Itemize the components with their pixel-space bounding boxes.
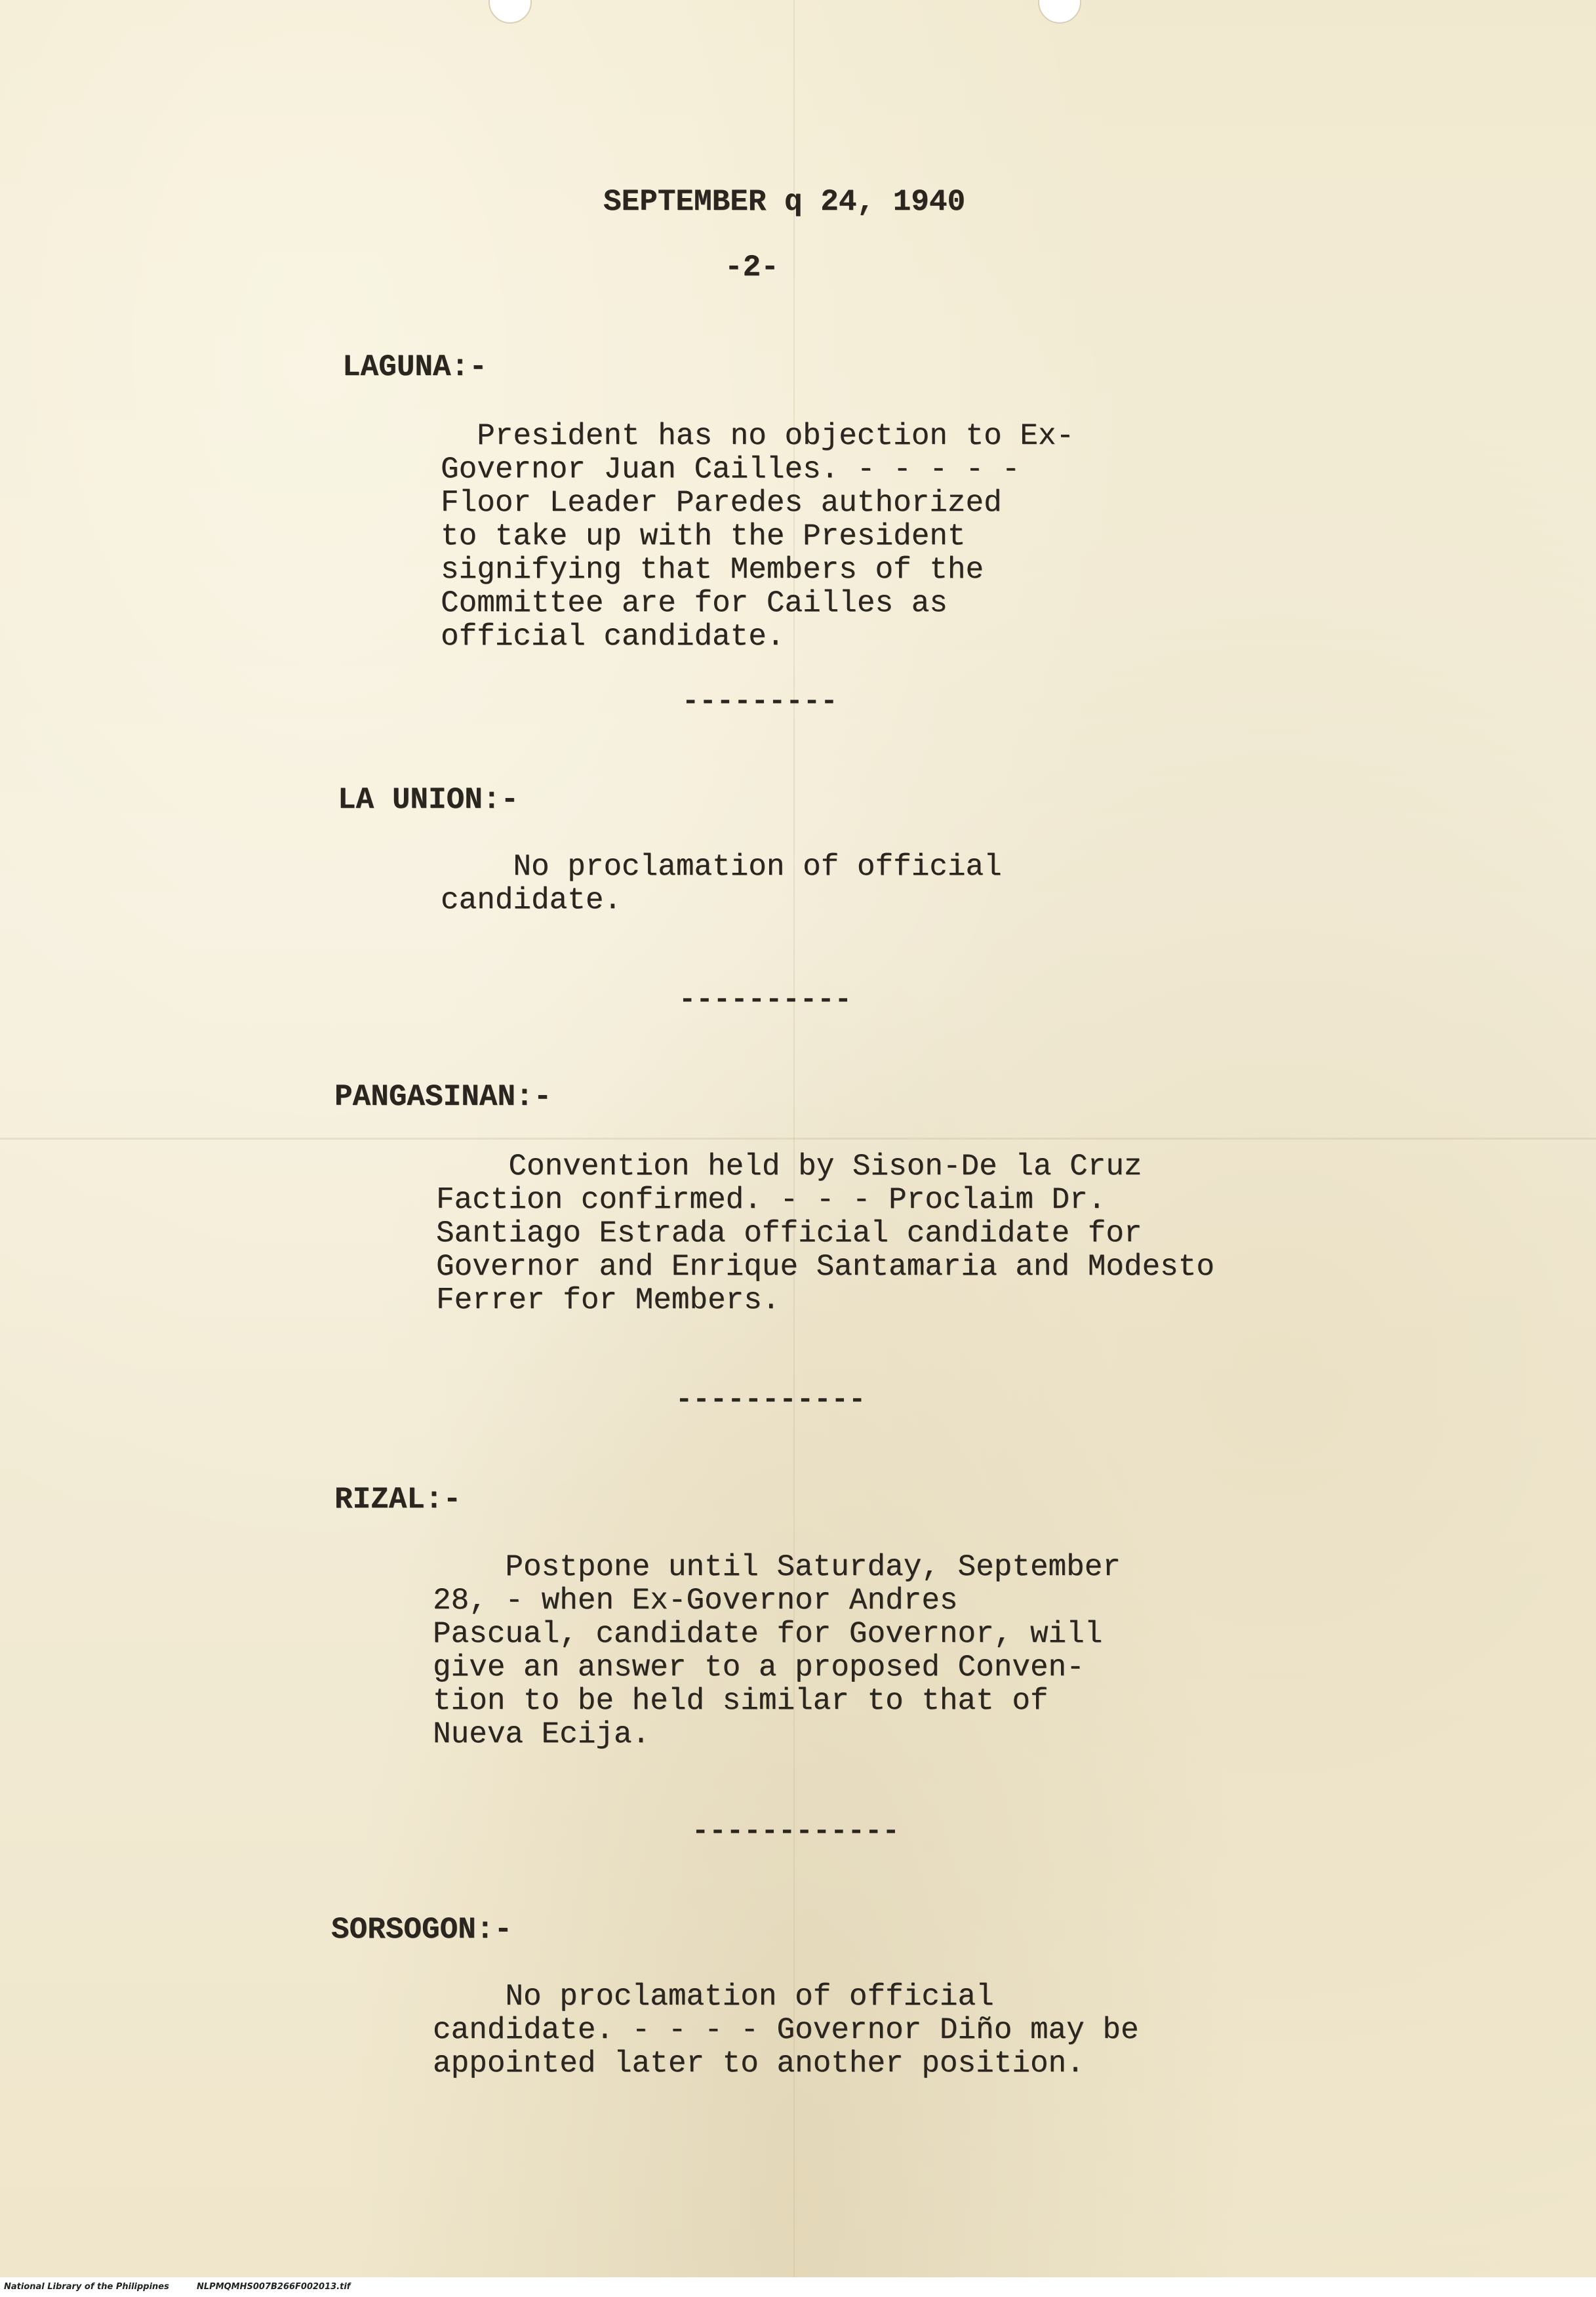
section-heading-pangasinan: PANGASINAN:- <box>334 1080 552 1114</box>
paper-fold <box>0 1138 1596 1140</box>
body-line: Santiago Estrada official candidate for <box>436 1216 1142 1250</box>
body-line: candidate. - - - - Governor Diño may be <box>433 2013 1139 2047</box>
archive-footer <box>0 2277 1596 2297</box>
section-heading-laguna: LAGUNA:- <box>342 350 487 384</box>
section-heading-rizal: RIZAL:- <box>334 1483 462 1517</box>
body-line: candidate. <box>441 883 622 917</box>
body-line: give an answer to a proposed Conven- <box>433 1650 1085 1685</box>
punch-hole <box>1038 0 1081 24</box>
body-line: No proclamation of official <box>433 1980 994 2014</box>
date-line: SEPTEMBER q 24, 1940 <box>603 185 966 219</box>
body-line: to take up with the President <box>441 519 966 553</box>
section-heading-la-union: LA UNION:- <box>338 783 519 817</box>
body-line: No proclamation of official <box>441 850 1002 884</box>
body-line: Committee are for Cailles as <box>441 586 948 620</box>
body-line: Faction confirmed. - - - Proclaim Dr. <box>436 1183 1106 1217</box>
page-number: -2- <box>725 250 779 285</box>
library-credit: National Library of the Philippines <box>4 2282 169 2292</box>
body-line: President has no objection to Ex- <box>441 419 1075 453</box>
body-line: 28, - when Ex-Governor Andres <box>433 1584 958 1618</box>
body-line: official candidate. <box>441 620 785 654</box>
body-line: Postpone until Saturday, September <box>433 1550 1121 1584</box>
body-line: appointed later to another position. <box>433 2047 1085 2081</box>
file-identifier: NLPMQMHS007B266F002013.tif <box>197 2282 351 2292</box>
body-line: tion to be held similar to that of <box>433 1684 1048 1718</box>
section-separator: ---------- <box>679 984 852 1016</box>
body-line: Governor Juan Cailles. - - - - - <box>441 452 1020 487</box>
body-line: Convention held by Sison-De la Cruz <box>436 1149 1142 1184</box>
section-separator: --------- <box>682 685 838 718</box>
paper-fold <box>793 0 795 2277</box>
body-line: Governor and Enrique Santamaria and Modesto <box>436 1250 1214 1284</box>
section-heading-sorsogon: SORSOGON:- <box>331 1913 513 1947</box>
section-separator: ------------ <box>692 1815 900 1848</box>
body-line: Nueva Ecija. <box>433 1717 650 1751</box>
body-line: signifying that Members of the <box>441 553 984 587</box>
punch-hole <box>489 0 532 24</box>
body-line: Ferrer for Members. <box>436 1283 780 1317</box>
body-line: Pascual, candidate for Governor, will <box>433 1617 1103 1651</box>
section-separator: ----------- <box>675 1384 866 1416</box>
body-line: Floor Leader Paredes authorized <box>441 486 1002 520</box>
